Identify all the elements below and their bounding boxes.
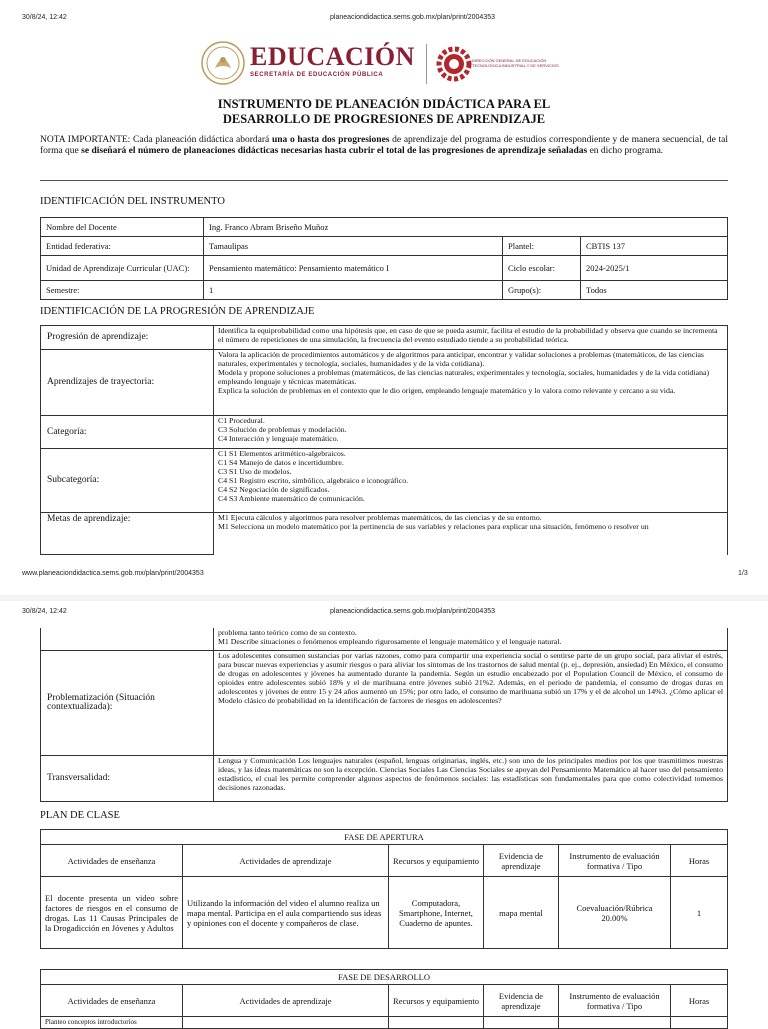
trayectoria-label: Aprendizajes de trayectoria: (41, 350, 214, 416)
entidad-label: Entidad federativa: (41, 237, 204, 256)
subcategoria-item: C1 S1 Elementos aritmético-algebraicos. (218, 449, 346, 458)
nota-text-1: Cada planeación didáctica abordará (130, 135, 272, 145)
divider (40, 180, 728, 181)
apertura-aprendizaje: Utilizando la información del video el alumno realiza un mapa mental. Participa en el aula compartiendo sus ideas y opiniones con el docente y compañeros de clase. (183, 877, 389, 949)
metas-value (214, 513, 728, 555)
apertura-table (40, 829, 728, 949)
col-horas: Horas (671, 985, 728, 1017)
ciclo-label: Ciclo escolar: (503, 256, 581, 281)
desarrollo-evidencia (484, 1017, 559, 1029)
apertura-ensenanza: El docente presenta un video sobre factores de riesgos en el consumo de drogas. Las 11 Causas Principales de la Drogadicción en Jóvenes y Adultos (41, 877, 183, 949)
nota-bold-1: una o hasta dos progresiones (271, 135, 390, 145)
desarrollo-table (40, 969, 728, 1029)
brand-educacion: EDUCACIÓN (250, 42, 415, 71)
apertura-recursos: Computadora, Smartphone, Internet, Cuaderno de apuntes. (389, 877, 484, 949)
apertura-title: FASE DE APERTURA (41, 830, 728, 845)
col-horas: Horas (671, 845, 728, 877)
progresion-value: Identifica la equiprobabilidad como una hipótesis que, en caso de que se pueda asumir, facilita el estudio de la probabilidad y observa que cuando se incrementa el número de repeticiones de una simulación, la frecuencia del evento estudiado tiende a su probabilidad teórica. (214, 326, 728, 350)
problematizacion-label: Problematización (Situación contextualizada): (41, 650, 214, 755)
plantel-label: Plantel: (503, 237, 581, 256)
grupo-label: Grupo(s): (503, 281, 581, 300)
page-indicator: 1/3 (738, 570, 748, 577)
trayectoria-item: Valora la aplicación de procedimientos automáticos y de algoritmos para anticipar, encontrar y validar soluciones a problemas (matemáticos, de las ciencias naturales, experimentales y tecnología, sociales, humanidades y de la vida cotidiana). (218, 350, 704, 368)
logo-divider (426, 44, 427, 84)
metas-item: M1 Ejecuta cálculos y algoritmos para resolver problemas matemáticos, de las ciencias y de su entorno. (218, 513, 542, 522)
subcategoria-value (214, 449, 728, 513)
desarrollo-instrumento (559, 1017, 671, 1029)
ident-table (40, 217, 728, 300)
footer-url: www.planeaciondidactica.sems.gob.mx/plan/print/2004353 (22, 570, 204, 577)
col-aprendizaje: Actividades de aprendizaje (183, 985, 389, 1017)
plan-heading: PLAN DE CLASE (40, 810, 120, 821)
uac-value: Pensamiento matemático: Pensamiento matemático I (204, 256, 503, 281)
transversalidad-label: Transversalidad: (41, 755, 214, 801)
desarrollo-aprendizaje (183, 1017, 389, 1029)
subcategoria-item: C1 S4 Manejo de datos e incertidumbre. (218, 458, 344, 467)
title-line-2: DESARROLLO DE PROGRESIONES DE APRENDIZAJE (222, 112, 546, 126)
progresion-table-cont (40, 628, 728, 802)
col-recursos: Recursos y equipamiento (389, 985, 484, 1017)
metas-item: problema tanto teórico como de su contexto. (218, 628, 357, 637)
ident-heading: IDENTIFICACIÓN DEL INSTRUMENTO (40, 196, 225, 207)
subcategoria-item: C4 S1 Registro escrito, simbólico, algebraico e iconográfico. (218, 476, 409, 485)
categoria-item: C1 Procedural. (218, 416, 265, 425)
grupo-value: Todos (581, 281, 728, 300)
dgeti-name: DIRECCIÓN GENERAL DE EDUCACIÓN TECNOLÓGICA INDUSTRIAL Y DE SERVICIOS (472, 58, 559, 68)
apertura-evidencia: mapa mental (484, 877, 559, 949)
col-instrumento: Instrumento de evaluación formativa / Tipo (559, 985, 671, 1017)
plantel-value: CBTIS 137 (581, 237, 728, 256)
trayectoria-item: Explica la solución de problemas en el contexto que le dio origen, empleando lenguaje matemático y lo valora como relevante y cercano a su vida. (218, 386, 676, 395)
desarrollo-recursos (389, 1017, 484, 1029)
docente-label: Nombre del Docente (41, 218, 204, 237)
print-url: planeaciondidactica.sems.gob.mx/plan/print/2004353 (330, 14, 495, 21)
nota-bold-2: se diseñará el número de planeaciones didácticas necesarias hasta cubrir el total de las progresiones de aprendizaje señaladas (81, 146, 588, 156)
print-datetime: 30/8/24, 12:42 (22, 14, 67, 21)
ciclo-value: 2024-2025/1 (581, 256, 728, 281)
col-recursos: Recursos y equipamiento (389, 845, 484, 877)
nota-label: NOTA IMPORTANTE: (40, 135, 131, 145)
semestre-value: 1 (204, 281, 503, 300)
col-evidencia: Evidencia de aprendizaje (484, 985, 559, 1017)
metas-value-cont (214, 628, 728, 650)
problematizacion-value: Los adolescentes consumen sustancias por varias razones, como para compartir una experiencia social o sentirse parte de un grupo social, para aliviar el estrés, para buscar nuevas experiencias y asumir riesgos o para aliviar los síntomas de los trastornos de salud mental (p. ej., depresión, ansiedad) En México, el consumo de drogas en adolescentes y jóvenes ha aumentado durante la pandemia. Según un estudio encabezado por el Population Council de México, el consumo de opioides entre adolescentes subió 18% y el de marihuana entre jóvenes subió 21%2. Además, en el periodo de pandemia, el consumo de drogas duras en adolescentes y jóvenes de entre 15 y 24 años aumentó un 15%; por otro lado, el consumo de marihuana subió un 17% y el de alcohol un 14%3. ¿Cómo aplicar el Modelo clásico de probabilidad en la identificación de factores de riesgos en adolescentes? (214, 650, 728, 755)
header-logos (200, 40, 570, 88)
transversalidad-value: Lengua y Comunicación Los lenguajes naturales (español, lenguas originarias, inglés, etc.) son uno de los principales medios por los que trasmitimos nuestras ideas, y las ideas matemáticas no son la excepción. Ciencias Sociales Las Ciencias Sociales se apoyan del Pensamiento Matemático al hacer uso del pensamiento estadístico, el cual les permite comprender algunos aspectos de fenómenos sociales: las estadísticas son fundamentales para que como colectividad tomemos decisiones razonadas. (214, 755, 728, 801)
nota-text-2: de aprendizaje del programa de estudios correspondiente y de manera secuencial, de tal forma que (40, 135, 728, 156)
title-line-1: INSTRUMENTO DE PLANEACIÓN DIDÁCTICA PARA EL (217, 97, 551, 111)
categoria-item: C4 Interacción y lenguaje matemático. (218, 434, 339, 443)
desarrollo-title: FASE DE DESARROLLO (41, 970, 728, 985)
nota-text-3: en dicho programa. (587, 146, 664, 156)
document-title (40, 97, 728, 127)
col-instrumento: Instrumento de evaluación formativa / Tipo (559, 845, 671, 877)
col-evidencia: Evidencia de aprendizaje (484, 845, 559, 877)
subcategoria-item: C3 S1 Uso de modelos. (218, 467, 292, 476)
semestre-label: Semestre: (41, 281, 204, 300)
print-datetime-p2: 30/8/24, 12:42 (22, 608, 67, 615)
metas-item: M1 Describe situaciones o fenómenos empleando rigurosamente el lenguaje matemático y el lenguaje natural. (218, 637, 562, 646)
col-aprendizaje: Actividades de aprendizaje (183, 845, 389, 877)
entidad-value: Tamaulipas (204, 237, 503, 256)
categoria-value (214, 416, 728, 449)
subcategoria-item: C4 S2 Negociación de significados. (218, 485, 330, 494)
nota-importante (40, 135, 728, 157)
trayectoria-item: Modela y propone soluciones a problemas (matemáticos, de las ciencias naturales, experimentales y tecnología, sociales, humanidades y de la vida cotidiana) empleando lenguaje y técnicas matemáticas. (218, 368, 710, 386)
metas-item: M1 Selecciona un modelo matemático por la pertinencia de sus variables y relaciones para explicar una situación, fenómeno o resolver un (218, 522, 649, 531)
categoria-label: Categoría: (41, 416, 214, 449)
uac-label: Unidad de Aprendizaje Curricular (UAC): (41, 256, 204, 281)
trayectoria-value (214, 350, 728, 416)
metas-label: Metas de aprendizaje: (41, 513, 214, 555)
page-break (0, 595, 768, 601)
metas-label-cont (41, 628, 214, 650)
subcategoria-item: C4 S3 Ambiente matemático de comunicación. (218, 494, 365, 503)
dgeti-gear-icon (434, 44, 474, 84)
print-url-p2: planeaciondidactica.sems.gob.mx/plan/print/2004353 (330, 608, 495, 615)
col-ensenanza: Actividades de enseñanza (41, 845, 183, 877)
progresion-label: Progresión de aprendizaje: (41, 326, 214, 350)
progresion-table (40, 325, 728, 555)
apertura-instrumento: Coevaluación/Rúbrica 20.00% (559, 877, 671, 949)
subcategoria-label: Subcategoría: (41, 449, 214, 513)
mexico-seal-icon (200, 40, 246, 86)
col-ensenanza: Actividades de enseñanza (41, 985, 183, 1017)
categoria-item: C3 Solución de problemas y modelación. (218, 425, 347, 434)
brand-sep: SECRETARÍA DE EDUCACIÓN PÚBLICA (250, 72, 384, 78)
apertura-horas: 1 (671, 877, 728, 949)
docente-value: Ing. Franco Abram Briseño Muñoz (204, 218, 728, 237)
prog-heading: IDENTIFICACIÓN DE LA PROGRESIÓN DE APRENDIZAJE (40, 306, 315, 317)
desarrollo-horas (671, 1017, 728, 1029)
desarrollo-ensenanza: Planteo conceptos introductorios (41, 1017, 183, 1029)
